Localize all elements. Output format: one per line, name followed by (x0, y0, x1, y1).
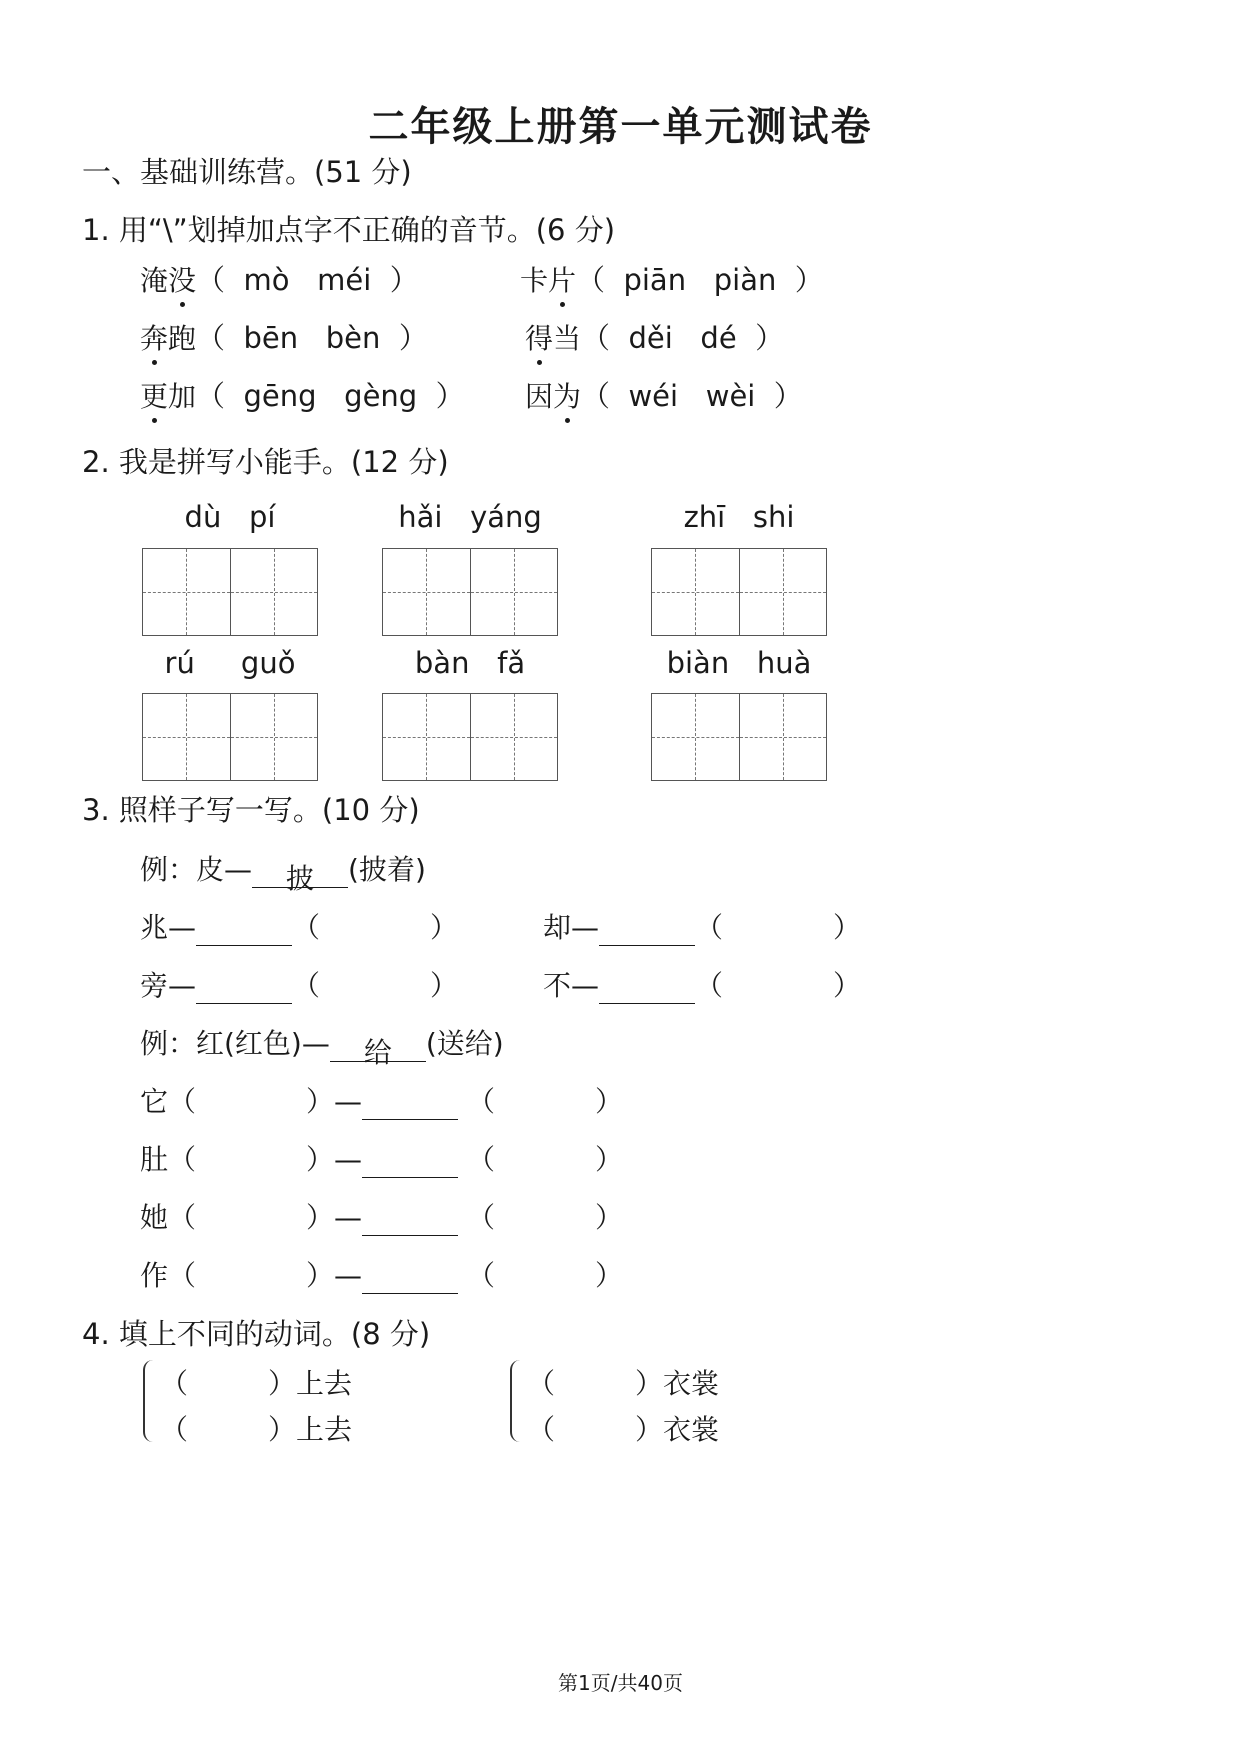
given-char: 旁— (140, 969, 197, 1002)
open-paren: （ (292, 969, 321, 1002)
pinyin-options[interactable]: （ gēng gèng ） (196, 379, 465, 413)
tianzige-grid[interactable] (651, 693, 827, 781)
close-paren: ） (833, 911, 862, 944)
q1-item (520, 258, 824, 299)
close-paren: ）— (306, 1259, 363, 1292)
close-paren: ） (594, 1201, 623, 1234)
grid-cell[interactable] (230, 694, 318, 780)
grid-cell[interactable] (470, 549, 558, 635)
q1-heading: 1. 用“\”划掉加点字不正确的音节。(6 分) (82, 213, 616, 247)
answer-blank[interactable] (362, 1205, 458, 1236)
example-prefix: 例：红(红色)— (140, 1027, 330, 1060)
q3-fill-row (140, 1080, 623, 1120)
open-paren: （ (168, 1201, 197, 1234)
close-paren: ） (268, 1367, 297, 1400)
tianzige-grid[interactable] (382, 548, 558, 636)
close-paren: ）— (306, 1085, 363, 1118)
answer-blank[interactable] (196, 915, 292, 946)
open-paren: （ (458, 1085, 495, 1118)
answer-blank[interactable] (599, 915, 695, 946)
close-paren: ） (594, 1143, 623, 1176)
example-suffix: (披着) (348, 853, 426, 886)
pinyin-label: rú guǒ (164, 646, 296, 680)
close-paren: ） (430, 911, 459, 944)
grid-cell[interactable] (652, 549, 739, 635)
open-paren: （ (527, 1367, 556, 1400)
grid-cell[interactable] (739, 549, 827, 635)
grid-cell[interactable] (143, 694, 230, 780)
grid-cell[interactable] (383, 694, 470, 780)
close-paren: ）— (306, 1201, 363, 1234)
tianzige-grid[interactable] (142, 693, 318, 781)
open-paren: （ (168, 1143, 197, 1176)
open-paren: （ (160, 1367, 189, 1400)
dotted-char: 片 (548, 259, 576, 299)
open-paren: （ (160, 1413, 189, 1446)
given-char: 不— (543, 969, 600, 1002)
pinyin-options[interactable]: （ wéi wèi ） (581, 379, 803, 413)
q4-row (160, 1362, 352, 1402)
q1-item (140, 374, 465, 415)
open-paren: （ (695, 969, 724, 1002)
pinyin-options[interactable]: （ děi dé ） (581, 321, 785, 355)
grid-cell[interactable] (143, 549, 230, 635)
pinyin-label: dù pí (184, 500, 276, 534)
page-footer: 第1页/共40页 (558, 1671, 683, 1695)
dotted-char: 为 (553, 375, 581, 415)
pinyin-options[interactable]: （ piān piàn ） (576, 263, 824, 297)
page-title: 二年级上册第一单元测试卷 (368, 104, 873, 150)
q3-heading: 3. 照样子写一写。(10 分) (82, 793, 420, 827)
word-char: 加 (168, 380, 197, 413)
q3-fill-row (140, 906, 458, 946)
q3-example-1 (140, 848, 426, 895)
q3-example-2 (140, 1022, 504, 1069)
example-prefix: 例：皮— (140, 853, 253, 886)
open-paren: （ (292, 911, 321, 944)
close-paren: ） (594, 1259, 623, 1292)
close-paren: ） (635, 1367, 664, 1400)
grid-cell[interactable] (739, 694, 827, 780)
answer-blank[interactable] (599, 973, 695, 1004)
pinyin-label: bàn fǎ (414, 646, 526, 680)
q3-fill-row (543, 964, 861, 1004)
q1-item (525, 374, 803, 415)
word-char: 当 (553, 322, 582, 355)
q3-fill-row (140, 1254, 623, 1294)
word-char: 因 (525, 380, 554, 413)
grid-cell[interactable] (383, 549, 470, 635)
open-paren: （ (168, 1085, 197, 1118)
q4-heading: 4. 填上不同的动词。(8 分) (82, 1317, 431, 1351)
grid-cell[interactable] (652, 694, 739, 780)
given-char: 肚 (140, 1143, 169, 1176)
q4-row (527, 1362, 719, 1402)
object-word: 上去 (296, 1413, 353, 1446)
open-paren: （ (458, 1201, 495, 1234)
open-paren: （ (527, 1413, 556, 1446)
left-brace (143, 1360, 155, 1442)
answer-blank[interactable] (362, 1147, 458, 1178)
given-char: 作 (140, 1259, 169, 1292)
close-paren: ） (833, 969, 862, 1002)
close-paren: ） (594, 1085, 623, 1118)
grid-cell[interactable] (230, 549, 318, 635)
answer-blank[interactable] (362, 1263, 458, 1294)
q3-fill-row (140, 1196, 623, 1236)
q3-fill-row (543, 906, 861, 946)
answer-blank[interactable] (196, 973, 292, 1004)
right-brace (510, 1360, 522, 1442)
q4-row (160, 1408, 352, 1448)
example-suffix: (送给) (425, 1027, 504, 1060)
open-paren: （ (458, 1143, 495, 1176)
example-answer: 披 (252, 857, 348, 888)
q3-fill-row (140, 1138, 623, 1178)
section-1-heading: 一、基础训练营。(51 分) (82, 155, 412, 189)
given-char: 兆— (140, 911, 197, 944)
q2-heading: 2. 我是拼写小能手。(12 分) (82, 445, 449, 479)
given-char: 却— (543, 911, 600, 944)
dotted-char: 奔 (140, 317, 168, 357)
q3-fill-row (140, 964, 458, 1004)
word-char: 跑 (168, 322, 197, 355)
dotted-char: 得 (525, 317, 553, 357)
given-char: 它 (140, 1085, 169, 1118)
pinyin-label: biàn huà (666, 646, 812, 680)
q1-item (140, 316, 428, 357)
word-char: 卡 (520, 264, 549, 297)
word-char: 淹 (140, 264, 169, 297)
given-char: 她 (140, 1201, 169, 1234)
open-paren: （ (695, 911, 724, 944)
q1-item (525, 316, 784, 357)
tianzige-grid[interactable] (651, 548, 827, 636)
pinyin-options[interactable]: （ mò méi ） (196, 263, 419, 297)
object-word: 衣裳 (663, 1367, 720, 1400)
q4-row (527, 1408, 719, 1448)
close-paren: ）— (306, 1143, 363, 1176)
close-paren: ） (635, 1413, 664, 1446)
tianzige-grid[interactable] (142, 548, 318, 636)
open-paren: （ (168, 1259, 197, 1292)
pinyin-label: hǎi yáng (398, 500, 542, 534)
example-answer: 给 (330, 1031, 426, 1062)
object-word: 上去 (296, 1367, 353, 1400)
close-paren: ） (430, 969, 459, 1002)
tianzige-grid[interactable] (382, 693, 558, 781)
pinyin-options[interactable]: （ bēn bèn ） (196, 321, 428, 355)
pinyin-label: zhī shi (683, 500, 795, 534)
close-paren: ） (268, 1413, 297, 1446)
open-paren: （ (458, 1259, 495, 1292)
dotted-char: 更 (140, 375, 168, 415)
answer-blank[interactable] (362, 1089, 458, 1120)
dotted-char: 没 (168, 259, 196, 299)
object-word: 衣裳 (663, 1413, 720, 1446)
q1-item (140, 258, 419, 299)
grid-cell[interactable] (470, 694, 558, 780)
